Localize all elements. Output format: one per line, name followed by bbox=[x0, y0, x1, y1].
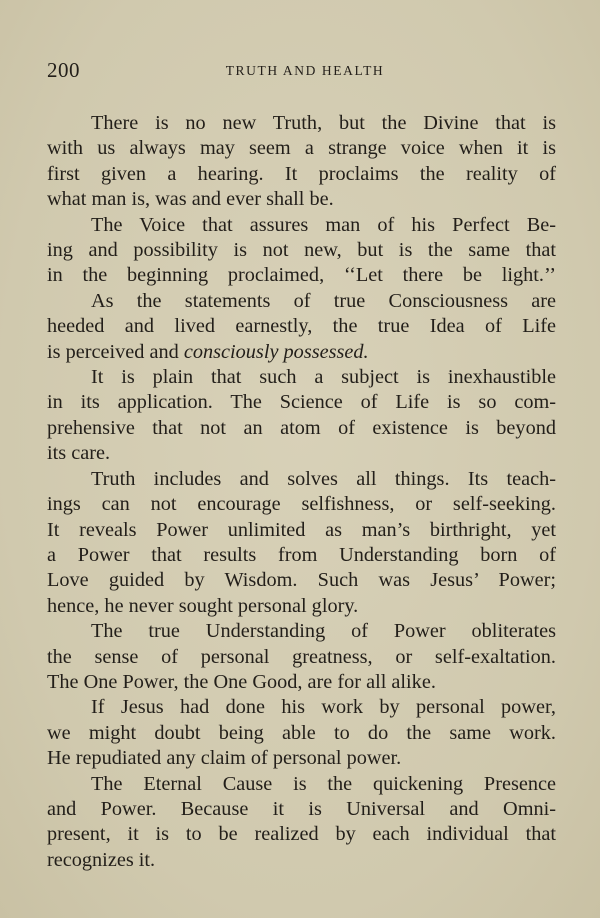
text-line: present, it is to be realized by each individual that bbox=[47, 823, 556, 846]
text-line-prefix: is perceived and bbox=[47, 340, 184, 363]
text-line: If Jesus had done his work by personal power, bbox=[91, 696, 556, 719]
text-line: The One Power, the One Good, are for all alike. bbox=[47, 670, 436, 693]
page-header bbox=[47, 58, 555, 88]
text-line: The Voice that assures man of his Perfect Be- bbox=[91, 213, 556, 236]
text-line: with us always may seem a strange voice when it is bbox=[47, 137, 556, 160]
text-line: There is no new Truth, but the Divine that is bbox=[91, 112, 556, 134]
paragraph bbox=[47, 289, 556, 365]
text-line: He repudiated any claim of personal power. bbox=[47, 747, 402, 770]
text-line: the sense of personal greatness, or self-exaltation. bbox=[47, 645, 556, 668]
paragraph bbox=[47, 772, 556, 874]
paragraph bbox=[47, 619, 556, 695]
text-line: a Power that results from Understanding born of bbox=[47, 543, 556, 566]
paragraph bbox=[47, 695, 556, 771]
text-line: in its application. The Science of Life is so com- bbox=[47, 391, 556, 414]
text-line: what man is, was and ever shall be. bbox=[47, 188, 334, 211]
text-line bbox=[47, 340, 556, 365]
text-line: Love guided by Wisdom. Such was Jesus’ Power; bbox=[47, 569, 556, 592]
text-line: its care. bbox=[47, 442, 111, 465]
text-line: we might doubt being able to do the same work. bbox=[47, 721, 556, 744]
page-number: 200 bbox=[47, 58, 80, 82]
text-line: in the beginning proclaimed, ‘‘Let there be light.’’ bbox=[47, 264, 556, 287]
text-line: and Power. Because it is Universal and Omni- bbox=[47, 797, 556, 820]
text-line: hence, he never sought personal glory. bbox=[47, 594, 359, 617]
text-line: Truth includes and solves all things. Its teach- bbox=[91, 467, 556, 490]
text-line: heeded and lived earnestly, the true Idea of Life bbox=[47, 315, 556, 338]
text-line: It is plain that such a subject is inexhaustible bbox=[91, 366, 556, 389]
paragraph bbox=[47, 467, 556, 619]
running-head: TRUTH AND HEALTH bbox=[225, 63, 385, 78]
text-line: As the statements of true Consciousness are bbox=[91, 289, 556, 312]
paragraph bbox=[47, 213, 556, 289]
text-line: ing and possibility is not new, but is the same that bbox=[47, 239, 556, 262]
paragraph bbox=[47, 111, 556, 213]
paragraph bbox=[47, 365, 556, 467]
text-line: The true Understanding of Power obliterates bbox=[91, 620, 556, 643]
text-line: recognizes it. bbox=[47, 848, 156, 871]
body-text bbox=[47, 111, 556, 873]
italic-phrase: consciously possessed. bbox=[183, 340, 369, 363]
text-line: prehensive that not an atom of existence is beyond bbox=[47, 416, 556, 439]
text-line: ings can not encourage selfishness, or self-seeking. bbox=[47, 493, 556, 516]
text-line: The Eternal Cause is the quickening Presence bbox=[91, 772, 556, 795]
text-line: It reveals Power unlimited as man’s birthright, yet bbox=[47, 518, 556, 541]
text-line: first given a hearing. It proclaims the reality of bbox=[47, 162, 556, 185]
